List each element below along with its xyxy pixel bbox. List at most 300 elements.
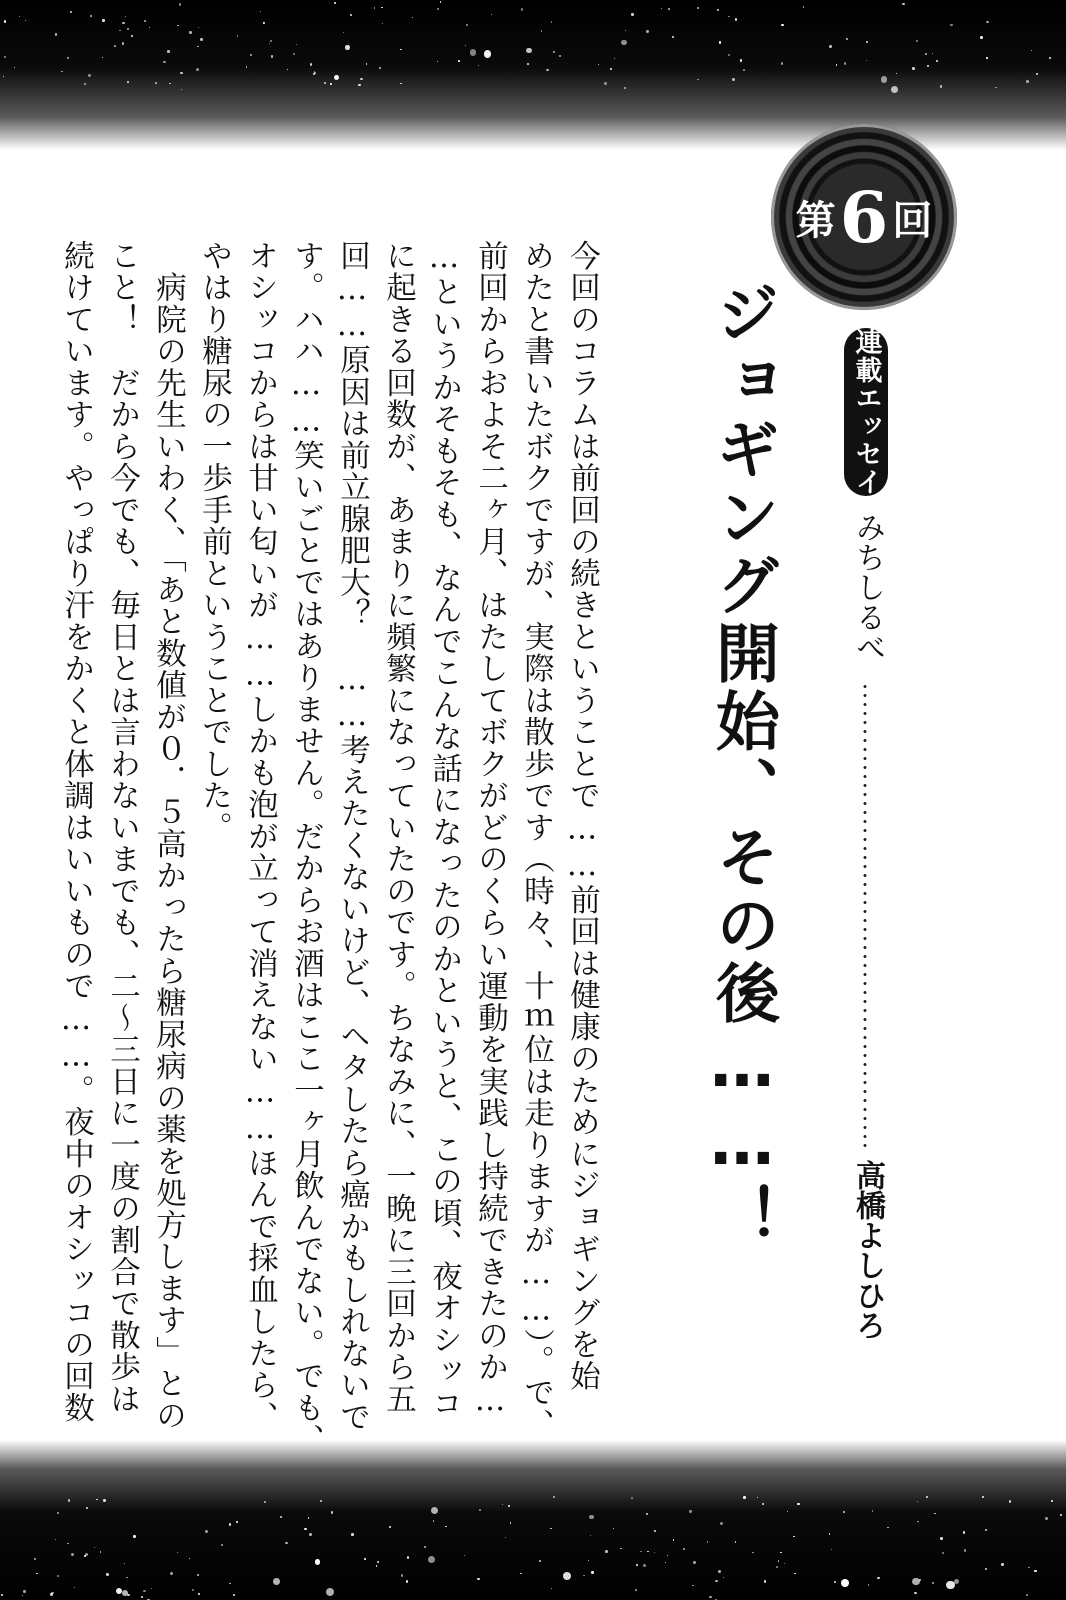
star-dot — [934, 1513, 936, 1515]
star-dot — [673, 1539, 675, 1541]
star-dot — [550, 1528, 552, 1530]
star-dot — [743, 69, 745, 71]
star-dot — [508, 1505, 510, 1507]
star-dot — [925, 53, 927, 55]
star-dot — [926, 1496, 928, 1498]
star-dot — [764, 1580, 767, 1583]
star-dot — [445, 1526, 446, 1527]
body-column: 前回からおよそ二ヶ月、はたしてボクがどのくらい運動を実践し持続できたのか… — [472, 240, 508, 1420]
star-dot — [127, 28, 129, 30]
star-dot — [1034, 1570, 1037, 1573]
star-dot — [624, 87, 626, 89]
star-dot — [114, 45, 117, 48]
star-dot — [781, 62, 784, 65]
star-dot — [866, 60, 867, 61]
star-dot — [484, 50, 492, 58]
star-dot — [280, 1516, 282, 1518]
star-dot — [71, 1553, 74, 1556]
star-dot — [927, 65, 929, 67]
star-dot — [986, 57, 988, 59]
star-dot — [88, 74, 91, 77]
star-dot — [829, 1533, 830, 1534]
star-dot — [654, 1552, 655, 1553]
star-dot — [103, 1499, 105, 1501]
star-dot — [553, 51, 554, 52]
star-dot — [526, 48, 531, 53]
star-dot — [757, 1497, 758, 1498]
star-dot — [797, 1503, 800, 1506]
star-dot — [985, 1568, 986, 1569]
star-dot — [343, 32, 344, 33]
star-dot — [3, 76, 4, 77]
star-dot — [831, 1549, 833, 1551]
star-dot — [1049, 57, 1051, 59]
star-dot — [22, 1595, 24, 1597]
star-dot — [320, 1500, 321, 1501]
star-dot — [4, 20, 6, 22]
star-dot — [510, 1522, 512, 1524]
star-dot — [167, 50, 169, 52]
star-dot — [74, 1587, 75, 1588]
star-dot — [407, 1556, 409, 1558]
star-dot — [141, 1596, 144, 1599]
star-dot — [942, 1552, 944, 1554]
star-dot — [106, 1573, 109, 1576]
star-dot — [102, 57, 103, 58]
star-dot — [389, 1526, 391, 1528]
star-dot — [285, 1542, 287, 1544]
star-dot — [868, 1584, 870, 1586]
credit-prefix: みちしるべ — [850, 512, 885, 662]
star-dot — [916, 40, 918, 42]
star-dot — [200, 38, 203, 41]
star-dot — [954, 1579, 959, 1584]
star-dot — [919, 1579, 921, 1581]
star-dot — [296, 44, 297, 45]
star-dot — [70, 11, 72, 13]
star-dot — [205, 1530, 208, 1533]
star-dot — [872, 1510, 873, 1511]
star-dot — [995, 87, 996, 88]
star-dot — [351, 1533, 354, 1536]
star-dot — [127, 1594, 129, 1596]
star-dot — [1031, 50, 1032, 51]
star-dot — [55, 1539, 57, 1541]
star-dot — [67, 1543, 68, 1544]
star-dot — [743, 1496, 746, 1499]
star-dot — [539, 1560, 541, 1562]
star-dot — [180, 72, 183, 75]
star-dot — [631, 1497, 634, 1500]
star-dot — [932, 53, 933, 54]
star-dot — [776, 1566, 778, 1568]
star-dot — [640, 1551, 641, 1552]
star-dot — [707, 1541, 708, 1542]
star-dot — [401, 1574, 404, 1577]
star-dot — [541, 30, 543, 32]
star-dot — [723, 1577, 724, 1578]
star-dot — [709, 1596, 711, 1598]
star-dot — [477, 1578, 480, 1581]
star-dot — [309, 1533, 312, 1536]
star-dot — [986, 21, 989, 24]
star-dot — [896, 73, 897, 74]
star-dot — [197, 1574, 199, 1576]
star-dot — [126, 1577, 127, 1578]
star-dot — [122, 42, 125, 45]
star-dot — [334, 2, 336, 4]
star-dot — [177, 1552, 178, 1553]
star-dot — [345, 45, 350, 50]
star-dot — [654, 1530, 656, 1532]
star-dot — [90, 15, 92, 17]
star-dot — [604, 82, 607, 85]
star-dot — [102, 19, 105, 22]
star-dot — [34, 1558, 36, 1560]
star-dot — [470, 49, 476, 55]
star-dot — [198, 27, 199, 28]
star-dot — [661, 8, 662, 9]
star-dot — [144, 20, 146, 22]
star-dot — [917, 1521, 918, 1522]
star-dot — [794, 1573, 796, 1575]
star-dot — [400, 49, 402, 51]
star-dot — [119, 30, 121, 32]
star-dot — [169, 83, 171, 85]
star-dot — [366, 63, 367, 64]
star-dot — [631, 13, 634, 16]
star-dot — [25, 20, 26, 21]
star-dot — [100, 1551, 101, 1552]
star-dot — [762, 1503, 764, 1505]
star-dot — [125, 16, 126, 17]
star-dot — [877, 1577, 879, 1579]
star-dot — [598, 64, 599, 65]
star-dot — [1036, 73, 1038, 75]
star-dot — [84, 83, 86, 85]
star-dot — [1026, 80, 1029, 83]
star-dot — [720, 1522, 723, 1525]
star-dot — [197, 46, 198, 47]
episode-suffix: 回 — [892, 196, 933, 244]
star-dot — [551, 1588, 553, 1590]
body-column: やはり糖尿の一歩手前ということでした。 — [196, 240, 232, 844]
star-dot — [635, 1589, 638, 1592]
star-dot — [437, 8, 440, 11]
star-dot — [133, 1535, 136, 1538]
star-dot — [192, 1589, 194, 1591]
episode-number: 6 — [839, 175, 889, 259]
star-dot — [4, 56, 6, 58]
star-dot — [940, 1537, 943, 1540]
star-dot — [643, 1564, 646, 1567]
star-dot — [940, 85, 942, 87]
star-dot — [985, 1529, 987, 1531]
star-dot — [912, 67, 915, 70]
star-dot — [843, 1511, 845, 1513]
star-dot — [780, 1552, 781, 1553]
star-dot — [466, 24, 468, 26]
star-dot — [590, 1535, 592, 1537]
star-dot — [163, 61, 165, 63]
star-dot — [198, 1593, 200, 1595]
star-dot — [246, 66, 248, 68]
star-dot — [304, 1528, 307, 1531]
star-dot — [84, 1555, 86, 1557]
star-dot — [591, 1571, 594, 1574]
star-dot — [260, 11, 261, 12]
star-dot — [400, 83, 401, 84]
star-dot — [313, 73, 315, 75]
star-dot — [229, 1583, 230, 1584]
body-column: 回……原因は前立腺肥大？ ……考えたくないけど、ヘタしたら癌かもしれないで — [334, 240, 370, 1433]
star-dot — [364, 1558, 366, 1560]
star-dot — [287, 69, 288, 70]
star-dot — [583, 1575, 584, 1576]
star-dot — [350, 14, 352, 16]
star-dot — [672, 36, 674, 38]
star-dot — [440, 1, 442, 3]
star-dot — [718, 1570, 721, 1573]
star-dot — [881, 76, 888, 83]
star-dot — [381, 7, 383, 9]
star-dot — [793, 1536, 795, 1538]
star-dot — [784, 1563, 785, 1564]
star-dot — [293, 53, 295, 55]
star-dot — [715, 1580, 718, 1583]
star-dot — [1026, 1594, 1028, 1596]
star-dot — [665, 1562, 667, 1564]
star-dot — [68, 1499, 70, 1501]
star-dot — [781, 24, 783, 26]
star-dot — [1001, 1563, 1004, 1566]
star-dot — [424, 1546, 426, 1548]
star-dot — [263, 22, 265, 24]
star-dot — [57, 1512, 59, 1514]
author-name: 高橋よしひろ — [850, 1160, 885, 1340]
star-dot — [155, 82, 157, 84]
star-dot — [94, 1547, 95, 1548]
body-column: …というかそもそも、なんでこんな話になったのかというと、この頃、夜オシッコ — [426, 240, 462, 1420]
star-dot — [376, 1565, 378, 1567]
body-column: 今回のコラムは前回の続きということで……前回は健康のためにジョギングを始 — [564, 240, 600, 1392]
body-column: こと！ だから今でも、毎日とは言わないまでも、二～三日に一度の割合で散歩は — [104, 240, 140, 1415]
star-dot — [668, 8, 670, 10]
star-dot — [982, 1496, 984, 1498]
star-dot — [233, 1594, 235, 1596]
star-dot — [116, 1588, 122, 1594]
star-dot — [437, 61, 438, 62]
star-dot — [326, 1588, 334, 1596]
body-column: 続けています。やっぱり汗をかくと体調はいいもので……。夜中のオシッコの回数 — [58, 240, 94, 1424]
star-dot — [887, 1527, 888, 1528]
body-column: 病院の先生いわく、「あと数値が０．５高かったら糖尿病の薬を処方します」との — [150, 240, 186, 1432]
star-dot — [692, 1585, 694, 1587]
star-dot — [1045, 1517, 1048, 1520]
star-dot — [621, 40, 627, 46]
star-dot — [412, 17, 413, 18]
star-dot — [131, 35, 133, 37]
star-dot — [428, 1556, 435, 1563]
star-dot — [740, 59, 742, 61]
star-dot — [521, 8, 523, 10]
star-dot — [149, 27, 150, 28]
star-dot — [563, 1572, 571, 1580]
star-dot — [269, 43, 270, 44]
star-dot — [589, 1515, 594, 1520]
star-dot — [620, 1548, 621, 1549]
star-dot — [502, 1504, 503, 1505]
star-dot — [324, 82, 326, 84]
star-dot — [846, 38, 848, 40]
body-column: に起きる回数が、あまりに頻繁になっていたのです。ちなみに、一晩に三回から五 — [380, 240, 416, 1415]
star-dot — [636, 1564, 638, 1566]
star-dot — [179, 3, 182, 6]
star-dot — [151, 1588, 153, 1590]
star-dot — [936, 60, 938, 62]
star-dot — [478, 65, 479, 66]
star-dot — [697, 7, 700, 10]
star-dot — [237, 35, 239, 37]
star-dot — [697, 79, 699, 81]
star-dot — [229, 1523, 232, 1526]
star-dot — [271, 55, 274, 58]
star-dot — [465, 45, 467, 47]
star-dot — [588, 1560, 589, 1561]
star-dot — [836, 64, 837, 65]
star-dot — [374, 7, 375, 8]
star-dot — [646, 30, 649, 33]
star-dot — [647, 1551, 649, 1553]
star-dot — [67, 57, 69, 59]
star-dot — [479, 1509, 481, 1511]
star-dot — [189, 31, 192, 34]
star-dot — [61, 71, 63, 73]
star-dot — [693, 1561, 696, 1564]
page-title: ジョギング開始、その後……！ — [705, 280, 779, 1252]
star-dot — [1060, 1514, 1062, 1516]
star-dot — [778, 1560, 780, 1562]
body-column: めたと書いたボクですが、実際は散歩です（時々、十ｍ位は走りますが……）。で、 — [518, 240, 554, 1441]
star-dot — [431, 1507, 438, 1514]
star-dot — [433, 1520, 434, 1521]
starry-footer-band — [0, 1440, 1066, 1600]
star-dot — [717, 9, 719, 11]
star-dot — [520, 1573, 521, 1574]
star-dot — [610, 68, 612, 70]
star-dot — [264, 1501, 266, 1503]
star-dot — [273, 1578, 280, 1585]
star-dot — [683, 1548, 685, 1550]
star-dot — [315, 1559, 321, 1565]
star-dot — [23, 1590, 26, 1593]
star-dot — [334, 75, 340, 81]
star-dot — [866, 41, 868, 43]
star-dot — [728, 54, 730, 56]
star-dot — [458, 60, 460, 62]
star-dot — [358, 84, 360, 86]
star-dot — [464, 1555, 466, 1557]
star-dot — [170, 1572, 173, 1575]
star-dot — [891, 86, 898, 93]
body-column: す。ハハ……笑いごとではありません。だからお酒はここ一ヶ月飲んでない。でも、 — [288, 240, 324, 1456]
star-dot — [406, 1580, 408, 1582]
star-dot — [614, 58, 615, 59]
star-dot — [728, 16, 729, 17]
star-dot — [1009, 1500, 1012, 1503]
star-dot — [605, 1550, 608, 1553]
star-dot — [122, 22, 124, 24]
star-dot — [310, 63, 313, 66]
star-dot — [829, 45, 832, 48]
star-dot — [719, 41, 722, 44]
star-dot — [382, 23, 383, 24]
star-dot — [96, 1499, 97, 1500]
star-dot — [308, 1517, 310, 1519]
star-dot — [803, 6, 805, 8]
body-column: オシッコからは甘い匂いが……しかも泡が立って消えない……ほんで採血したら、 — [242, 240, 278, 1433]
star-dot — [250, 54, 252, 56]
episode-badge — [771, 124, 957, 310]
episode-prefix: 第 — [795, 196, 836, 244]
star-dot — [505, 1537, 506, 1538]
star-dot — [613, 1528, 614, 1529]
star-dot — [844, 62, 847, 65]
star-dot — [491, 14, 492, 15]
series-label: 連載エッセイ — [850, 328, 882, 496]
star-dot — [127, 81, 129, 83]
star-dot — [143, 1590, 146, 1593]
star-dot — [553, 1496, 555, 1498]
star-dot — [646, 1513, 648, 1515]
star-dot — [331, 1511, 333, 1513]
starry-header-band — [0, 0, 1066, 150]
star-dot — [950, 24, 953, 27]
star-dot — [527, 63, 529, 65]
star-dot — [377, 1561, 379, 1563]
star-dot — [551, 21, 552, 22]
star-dot — [181, 89, 183, 91]
star-dot — [196, 68, 199, 71]
star-dot — [14, 67, 15, 68]
star-dot — [55, 33, 57, 35]
star-dot — [330, 83, 331, 84]
star-dot — [1, 1594, 3, 1596]
star-dot — [1028, 1567, 1030, 1569]
star-dot — [963, 1531, 966, 1534]
star-dot — [236, 1521, 238, 1523]
star-dot — [917, 1501, 918, 1502]
star-dot — [834, 1581, 836, 1583]
star-dot — [735, 1541, 736, 1542]
star-dot — [841, 1579, 849, 1587]
star-dot — [735, 18, 738, 21]
star-dot — [752, 1552, 754, 1554]
star-dot — [57, 1575, 59, 1577]
star-dot — [189, 1558, 190, 1559]
star-dot — [221, 1544, 223, 1546]
star-dot — [732, 78, 735, 81]
star-dot — [787, 1511, 788, 1512]
star-dot — [902, 3, 904, 5]
star-dot — [625, 30, 626, 31]
star-dot — [914, 1592, 916, 1594]
star-dot — [124, 1563, 125, 1564]
star-dot — [177, 25, 178, 26]
star-dot — [360, 78, 362, 80]
star-dot — [270, 40, 272, 42]
star-dot — [1051, 1500, 1053, 1502]
